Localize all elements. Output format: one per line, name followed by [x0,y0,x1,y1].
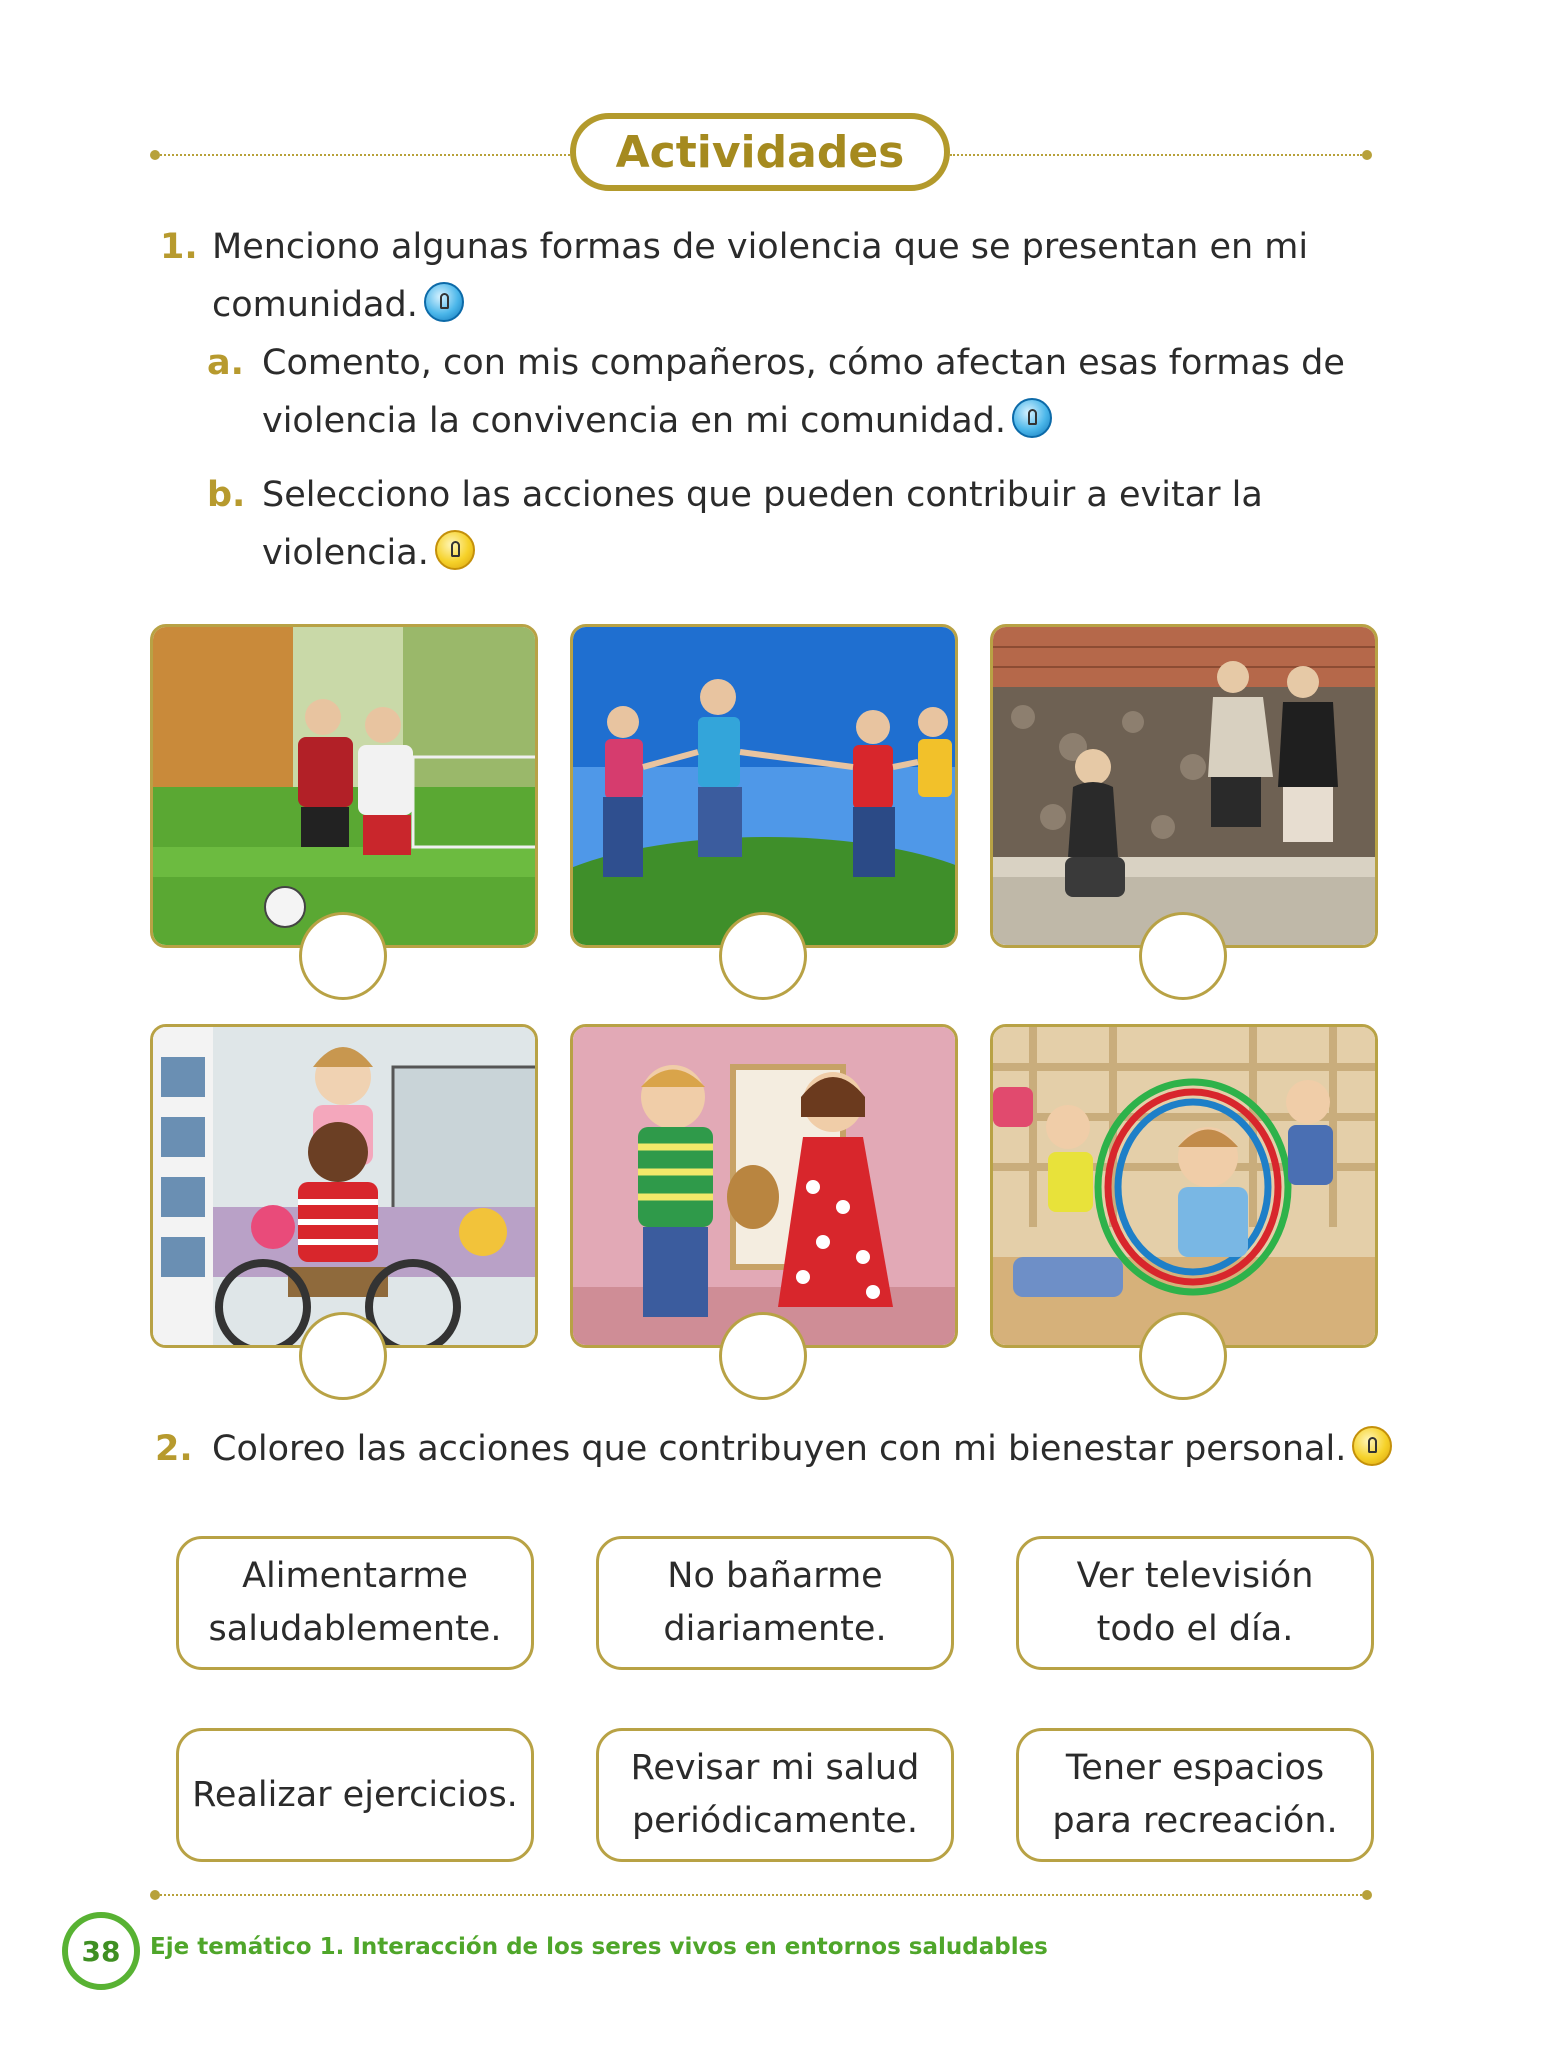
photo-soccer [150,624,538,948]
photo-kids-fighting-toy [570,1024,958,1348]
header-rule-right [950,154,1362,156]
photo-kids-circle-game [570,624,958,948]
activity2-number: 2. [155,1429,193,1469]
lightbulb-blue-icon [424,282,464,322]
rule-dot-right [1362,150,1372,160]
activities-title: Actividades [615,126,905,178]
option-box[interactable]: Ver televisión todo el día. [1016,1536,1374,1670]
footer-rule [160,1894,1362,1896]
photo-answer-circle[interactable] [1139,1312,1227,1400]
photo-hoops-play [990,1024,1378,1348]
activity2-text: Coloreo las acciones que contribuyen con mi bienestar personal. [212,1420,1392,1478]
option-box[interactable]: Realizar ejercicios. [176,1728,534,1862]
activity1b-letter: b. [207,475,246,515]
activities-title-pill [570,113,950,191]
activity1-line2: comunidad. [212,276,464,334]
photo-wheelchair [150,1024,538,1348]
photo-answer-circle[interactable] [1139,912,1227,1000]
option-box[interactable]: Alimentarme saludablemente. [176,1536,534,1670]
rule-dot-left [150,150,160,160]
lightbulb-yellow-icon [435,530,475,570]
activity1a-line1: Comento, con mis compañeros, cómo afectan esas formas de [262,343,1345,383]
option-box[interactable]: Tener espacios para recreación. [1016,1728,1374,1862]
rule-dot-left [150,1890,160,1900]
activity1a-line2: violencia la convivencia en mi comunidad. [262,392,1052,450]
header-rule-left [160,154,570,156]
activity1b-line1: Selecciono las acciones que pueden contribuir a evitar la [262,475,1263,515]
photo-answer-circle[interactable] [299,912,387,1000]
option-box[interactable]: Revisar mi salud periódicamente. [596,1728,954,1862]
lightbulb-blue-icon [1012,398,1052,438]
activity1a-letter: a. [207,343,244,383]
photo-answer-circle[interactable] [719,1312,807,1400]
lightbulb-yellow-icon [1352,1426,1392,1466]
activity1b-line2: violencia. [262,524,475,582]
rule-dot-right [1362,1890,1372,1900]
page-number: 38 [62,1912,140,1990]
activity1-number: 1. [160,227,198,267]
footer-text: Eje temático 1. Interacción de los seres vivos en entornos saludables [150,1934,1048,1960]
activity1-line1: Menciono algunas formas de violencia que se presentan en mi [212,227,1309,267]
photo-answer-circle[interactable] [719,912,807,1000]
option-box[interactable]: No bañarme diariamente. [596,1536,954,1670]
photo-answer-circle[interactable] [299,1312,387,1400]
photo-bullying [990,624,1378,948]
